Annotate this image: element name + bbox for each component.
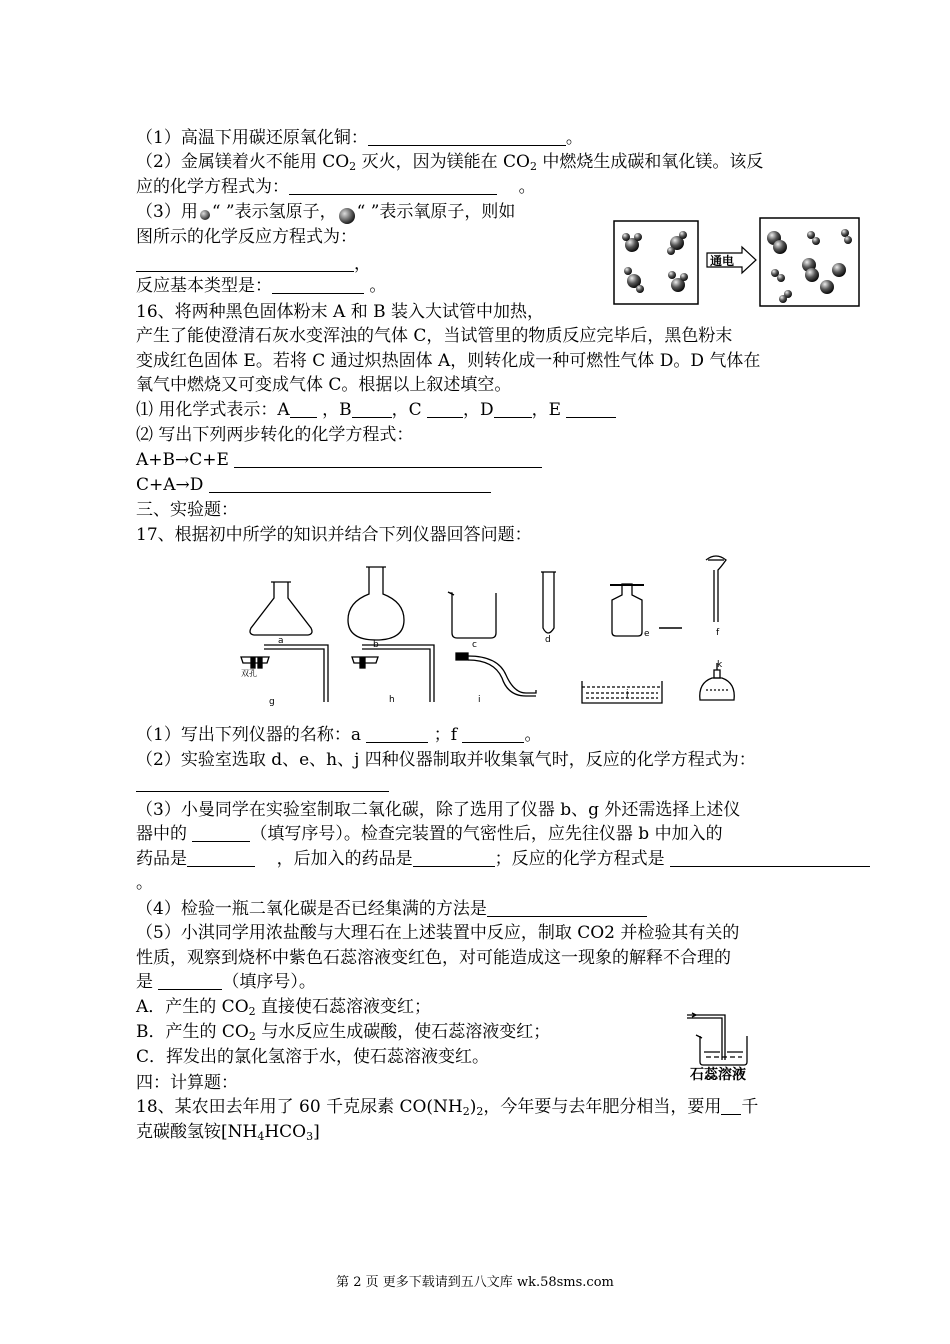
q15-part1 (136, 127, 583, 149)
q17-p2-blank[interactable] (136, 774, 389, 792)
q16-reaction-2 (136, 474, 491, 496)
hydrogen-atom-icon (198, 201, 212, 223)
q15-p2-cont-text: 应的化学方程式为： (136, 177, 289, 197)
q18-text-g: ] (313, 1122, 320, 1142)
q17-option-a: A．产生的 $CO_2$ 直接使石蕊溶液变红； (136, 997, 432, 1018)
q17-p5-text-a: 是 (136, 972, 159, 992)
q16-blank-a[interactable] (290, 400, 317, 418)
label-a: a (278, 636, 284, 646)
q17-p3-text-a: 器中的 (136, 824, 193, 844)
q16-line-3: 变成红色固体 E。若将 C 通过炽热固体 A，则转化成一种可燃性气体 D。D 气体在 (136, 351, 761, 371)
q15-part2-cont (136, 176, 536, 198)
q17-p3-text-d: ，后加入的药品是 (276, 849, 413, 869)
q15-p3-cont-text: 图所示的化学反应方程式为： (136, 227, 357, 247)
q17-part3-line2 (136, 823, 723, 845)
q15-p2-text-b: 灭火，因为镁能在 CO (356, 152, 530, 172)
q15-p3-text-c: “ ”表示氧原子，则如 (356, 202, 516, 222)
label-j: j (626, 689, 629, 699)
q17-p1-end: 。 (524, 725, 542, 745)
q17-option-b-text-a: B．产生的 CO (136, 1022, 249, 1042)
label-e: e (644, 629, 650, 639)
q16-label-d: ，D (463, 400, 494, 420)
apparatus-figure (236, 550, 756, 715)
q17-part2: （2）实验室选取 d、e、h、j 四种仪器制取并收集氧气时，反应的化学方程式为： (136, 750, 756, 770)
litmus-label: 石蕊溶液 (690, 1067, 746, 1083)
q17-part2-answer (136, 773, 389, 795)
q15-p3-text-a: （3）用 (136, 202, 198, 222)
label-g: g (269, 697, 275, 707)
q17-p3-text-e: ；反应的化学方程式是 (494, 849, 671, 869)
q16-blank-d[interactable] (494, 400, 532, 418)
q17-option-a-text-a: A．产生的 CO (136, 997, 249, 1017)
q17-p5-blank[interactable] (158, 972, 222, 990)
q15-part3-equation (136, 253, 371, 275)
q15-p3-text-b: “ ”表示氢原子， (211, 202, 337, 222)
q18-text-a: 18、某农田去年用了 60 千克尿素 CO(NH (136, 1097, 463, 1117)
q16-label-b: ，B (322, 400, 352, 420)
q16-line-1: 16、将两种黑色固体粉末 A 和 B 装入大试管中加热， (136, 302, 545, 322)
q15-part2: （2）金属镁着火不能用 $CO_2$ 灭火，因为镁能在 $CO_2$ 中燃烧生成碳和氧化镁。该反 (136, 152, 764, 173)
q18-line-1: 18、某农田去年用了 60 千克尿素 $CO(NH_2)_2$，今年要与去年肥分相当，要用 千 (136, 1097, 759, 1118)
q17-p4-text: （4）检验一瓶二氧化碳是否已经集满的方法是 (136, 899, 487, 919)
q17-part5-line1: （5）小淇同学用浓盐酸与大理石在上述装置中反应，制取 CO2 并检验其有关的 (136, 923, 740, 943)
q16-blank-e[interactable] (566, 400, 616, 418)
q17-part3-line1: （3）小曼同学在实验室制取二氧化碳，除了选用了仪器 b、g 外还需选择上述仪 (136, 800, 741, 820)
q17-p3-text-c: 药品是 (136, 849, 187, 869)
q18-text-d: 千 (741, 1097, 759, 1117)
q17-part3-line3 (136, 848, 870, 870)
q16-reaction-1-label: A+B→C+E (136, 450, 235, 470)
q16-formula-line (136, 399, 616, 421)
q15-p3-comma: ， (354, 254, 371, 274)
label-f: f (716, 628, 720, 638)
label-h: h (389, 695, 395, 705)
q16-reaction-1 (136, 449, 542, 471)
q17-p1-blank-a[interactable] (366, 725, 428, 743)
q17-p3-blank-second[interactable] (413, 849, 495, 867)
q16-line-2: 产生了能使澄清石灰水变浑浊的气体 C，当试管里的物质反应完毕后，黑色粉末 (136, 326, 733, 346)
q15-p2-blank[interactable] (289, 177, 497, 195)
q17-option-c: C．挥发出的氯化氢溶于水，使石蕊溶液变红。 (136, 1047, 490, 1067)
page-footer: 第 2 页 更多下载请到五八文库 wk.58sms.com (336, 1275, 614, 1290)
q17-p3-blank-equation[interactable] (670, 849, 870, 867)
q17-p5-text-b: （填序号）。 (222, 972, 316, 992)
q16-label-c: ，C (391, 400, 428, 420)
oxygen-atom-icon (337, 201, 357, 224)
q15-p1-text: （1）高温下用碳还原氧化铜： (136, 128, 368, 148)
q16-label-e: ，E (531, 400, 567, 420)
label-b: b (373, 640, 379, 650)
q16-line-6: ⑵ 写出下列两步转化的化学方程式： (136, 425, 414, 445)
electrolysis-diagram (612, 213, 862, 308)
q15-p2-text-c: 中燃烧生成碳和氧化镁。该反 (536, 152, 764, 172)
q17-p3-blank-instruments[interactable] (192, 824, 250, 842)
q16-blank-b[interactable] (352, 400, 392, 418)
label-i: i (478, 695, 481, 705)
q18-text-f: HCO (264, 1122, 307, 1142)
q17-p1-blank-f[interactable] (462, 725, 524, 743)
label-g-note: 双孔 (241, 669, 257, 678)
q15-part3 (136, 201, 515, 224)
q17-p1-f-label: ；f (433, 725, 463, 745)
q18-line-2: 克碳酸氢铵$[NH_4HCO_3]$ (136, 1122, 320, 1143)
q16-reaction-2-blank[interactable] (209, 475, 491, 493)
section-4-heading: 四：计算题： (136, 1073, 238, 1093)
electrolysis-label: 通电 (710, 254, 735, 268)
q17-option-b-text-b: 与水反应生成碳酸，使石蕊溶液变红； (255, 1022, 551, 1042)
q15-p3-type-end: 。 (369, 276, 387, 296)
q17-part5-line2: 性质，观察到烧杯中紫色石蕊溶液变红色，对可能造成这一现象的解释不合理的 (136, 948, 731, 968)
q16-line-4: 氧气中燃烧又可变成气体 C。根据以上叙述填空。 (136, 375, 512, 395)
q15-part3-type (136, 275, 386, 297)
q17-p1-a-label: （1）写出下列仪器的名称：a (136, 725, 367, 745)
q17-option-a-text-b: 直接使石蕊溶液变红； (255, 997, 432, 1017)
q18-text-c: ，今年要与去年肥分相当，要用 (483, 1097, 722, 1117)
q16-reaction-2-label: C+A→D (136, 475, 209, 495)
q16-reaction-1-blank[interactable] (234, 450, 542, 468)
q15-p1-blank[interactable] (368, 128, 566, 146)
q17-p3-text-b: （填写序号）。检查完装置的气密性后，应先往仪器 b 中加入的 (250, 824, 723, 844)
q17-part5-line3 (136, 971, 316, 993)
q15-p2-text-a: （2）金属镁着火不能用 CO (136, 152, 350, 172)
q15-p3-blank[interactable] (136, 254, 354, 272)
label-c: c (472, 640, 477, 650)
litmus-beaker-figure (682, 1010, 772, 1085)
q15-p3-type-text: 反应基本类型是： (136, 276, 272, 296)
q15-p3-type-blank[interactable] (272, 276, 364, 294)
q17-p4-blank[interactable] (487, 899, 647, 917)
q17-part4 (136, 898, 647, 920)
q16-blank-c[interactable] (427, 400, 463, 418)
q15-p2-end: 。 (518, 177, 536, 197)
q18-text-b: ) (469, 1097, 477, 1117)
q17-part1 (136, 724, 541, 746)
label-k: k (717, 660, 723, 670)
q16-label-a: ⑴ 用化学式表示：A (136, 400, 290, 420)
q18-text-e: 克碳酸氢铵[NH (136, 1122, 258, 1142)
q18-blank[interactable] (721, 1097, 741, 1115)
q17-option-b: B．产生的 $CO_2$ 与水反应生成碳酸，使石蕊溶液变红； (136, 1022, 551, 1043)
q15-part3-cont (136, 226, 357, 248)
q17-part3-end: 。 (136, 873, 153, 893)
q17-intro: 17、根据初中所学的知识并结合下列仪器回答问题： (136, 525, 532, 545)
section-3-heading: 三、实验题： (136, 500, 238, 520)
q15-p1-end: 。 (565, 128, 583, 148)
q17-p3-blank-first[interactable] (187, 849, 255, 867)
label-d: d (545, 635, 551, 645)
